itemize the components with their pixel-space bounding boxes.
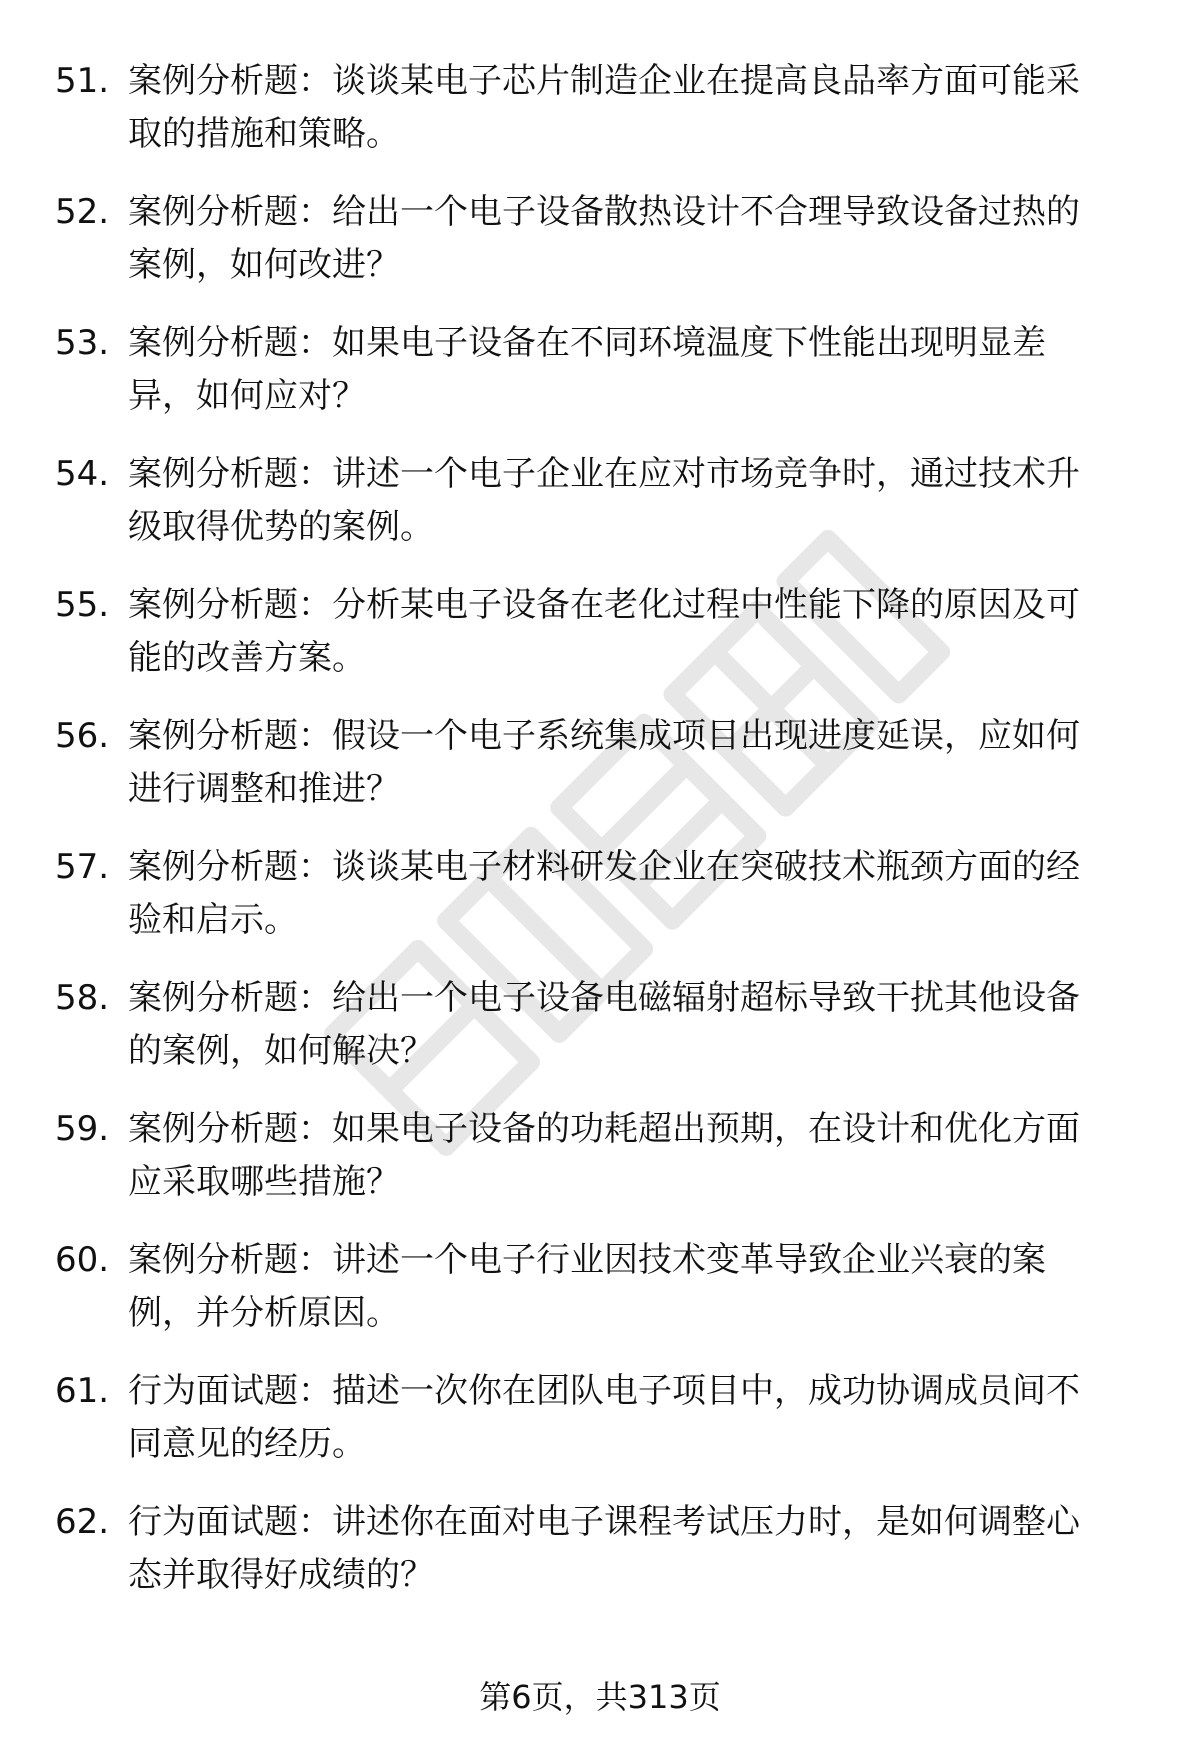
question-text-line: 的案例，如何解决？ — [128, 1031, 434, 1071]
question-text-line: 态并取得好成绩的？ — [128, 1555, 434, 1595]
question-item — [0, 1496, 1200, 1627]
question-text-line: 案例分析题：讲述一个电子企业在应对市场竞争时，通过技术升 — [128, 454, 1080, 494]
question-item — [0, 317, 1200, 448]
question-item — [0, 448, 1200, 579]
question-text — [128, 1234, 1138, 1340]
question-item — [0, 710, 1200, 841]
question-text-line: 案例分析题：谈谈某电子芯片制造企业在提高良品率方面可能采 — [128, 61, 1080, 101]
question-text-line: 能的改善方案。 — [128, 638, 366, 678]
question-text — [128, 1365, 1138, 1471]
question-text-line: 案例分析题：分析某电子设备在老化过程中性能下降的原因及可 — [128, 585, 1080, 625]
question-item — [0, 1365, 1200, 1496]
question-text-line: 异，如何应对？ — [128, 376, 366, 416]
question-text-line: 验和启示。 — [128, 900, 298, 940]
question-item — [0, 841, 1200, 972]
question-item — [0, 1103, 1200, 1234]
question-number: 51. — [55, 61, 110, 101]
question-text-line: 案例分析题：讲述一个电子行业因技术变革导致企业兴衰的案 — [128, 1240, 1046, 1280]
question-text — [128, 579, 1138, 685]
question-text — [128, 841, 1138, 947]
question-number: 55. — [55, 585, 110, 625]
question-text-line: 案例分析题：如果电子设备的功耗超出预期，在设计和优化方面 — [128, 1109, 1080, 1149]
question-item — [0, 579, 1200, 710]
question-text-line: 案例分析题：假设一个电子系统集成项目出现进度延误，应如何 — [128, 716, 1080, 756]
question-number: 60. — [55, 1240, 110, 1280]
question-text-line: 行为面试题：描述一次你在团队电子项目中，成功协调成员间不 — [128, 1371, 1080, 1411]
question-text — [128, 55, 1138, 161]
question-text-line: 取的措施和策略。 — [128, 114, 400, 154]
question-item — [0, 186, 1200, 317]
question-text — [128, 972, 1138, 1078]
question-text-line: 案例分析题：如果电子设备在不同环境温度下性能出现明显差 — [128, 323, 1046, 363]
question-text-line: 案例分析题：谈谈某电子材料研发企业在突破技术瓶颈方面的经 — [128, 847, 1080, 887]
question-number: 61. — [55, 1371, 110, 1411]
question-text-line: 例，并分析原因。 — [128, 1293, 400, 1333]
question-text-line: 应采取哪些措施？ — [128, 1162, 400, 1202]
question-number: 56. — [55, 716, 110, 756]
question-text — [128, 1103, 1138, 1209]
question-text — [128, 317, 1138, 423]
question-text — [128, 710, 1138, 816]
question-number: 59. — [55, 1109, 110, 1149]
question-item — [0, 972, 1200, 1103]
question-text-line: 行为面试题：讲述你在面对电子课程考试压力时，是如何调整心 — [128, 1502, 1080, 1542]
page-number-footer: 第6页，共313页 — [479, 1678, 721, 1716]
question-text — [128, 1496, 1138, 1602]
question-number: 53. — [55, 323, 110, 363]
question-number: 54. — [55, 454, 110, 494]
question-text — [128, 448, 1138, 554]
question-text — [128, 186, 1138, 292]
question-number: 57. — [55, 847, 110, 887]
question-text-line: 案例，如何改进？ — [128, 245, 400, 285]
question-text-line: 案例分析题：给出一个电子设备散热设计不合理导致设备过热的 — [128, 192, 1080, 232]
question-text-line: 案例分析题：给出一个电子设备电磁辐射超标导致干扰其他设备 — [128, 978, 1080, 1018]
question-list — [0, 55, 1200, 1627]
question-item — [0, 55, 1200, 186]
question-item — [0, 1234, 1200, 1365]
question-text-line: 进行调整和推进？ — [128, 769, 400, 809]
question-number: 62. — [55, 1502, 110, 1542]
question-number: 58. — [55, 978, 110, 1018]
question-text-line: 级取得优势的案例。 — [128, 507, 434, 547]
question-text-line: 同意见的经历。 — [128, 1424, 366, 1464]
question-number: 52. — [55, 192, 110, 232]
